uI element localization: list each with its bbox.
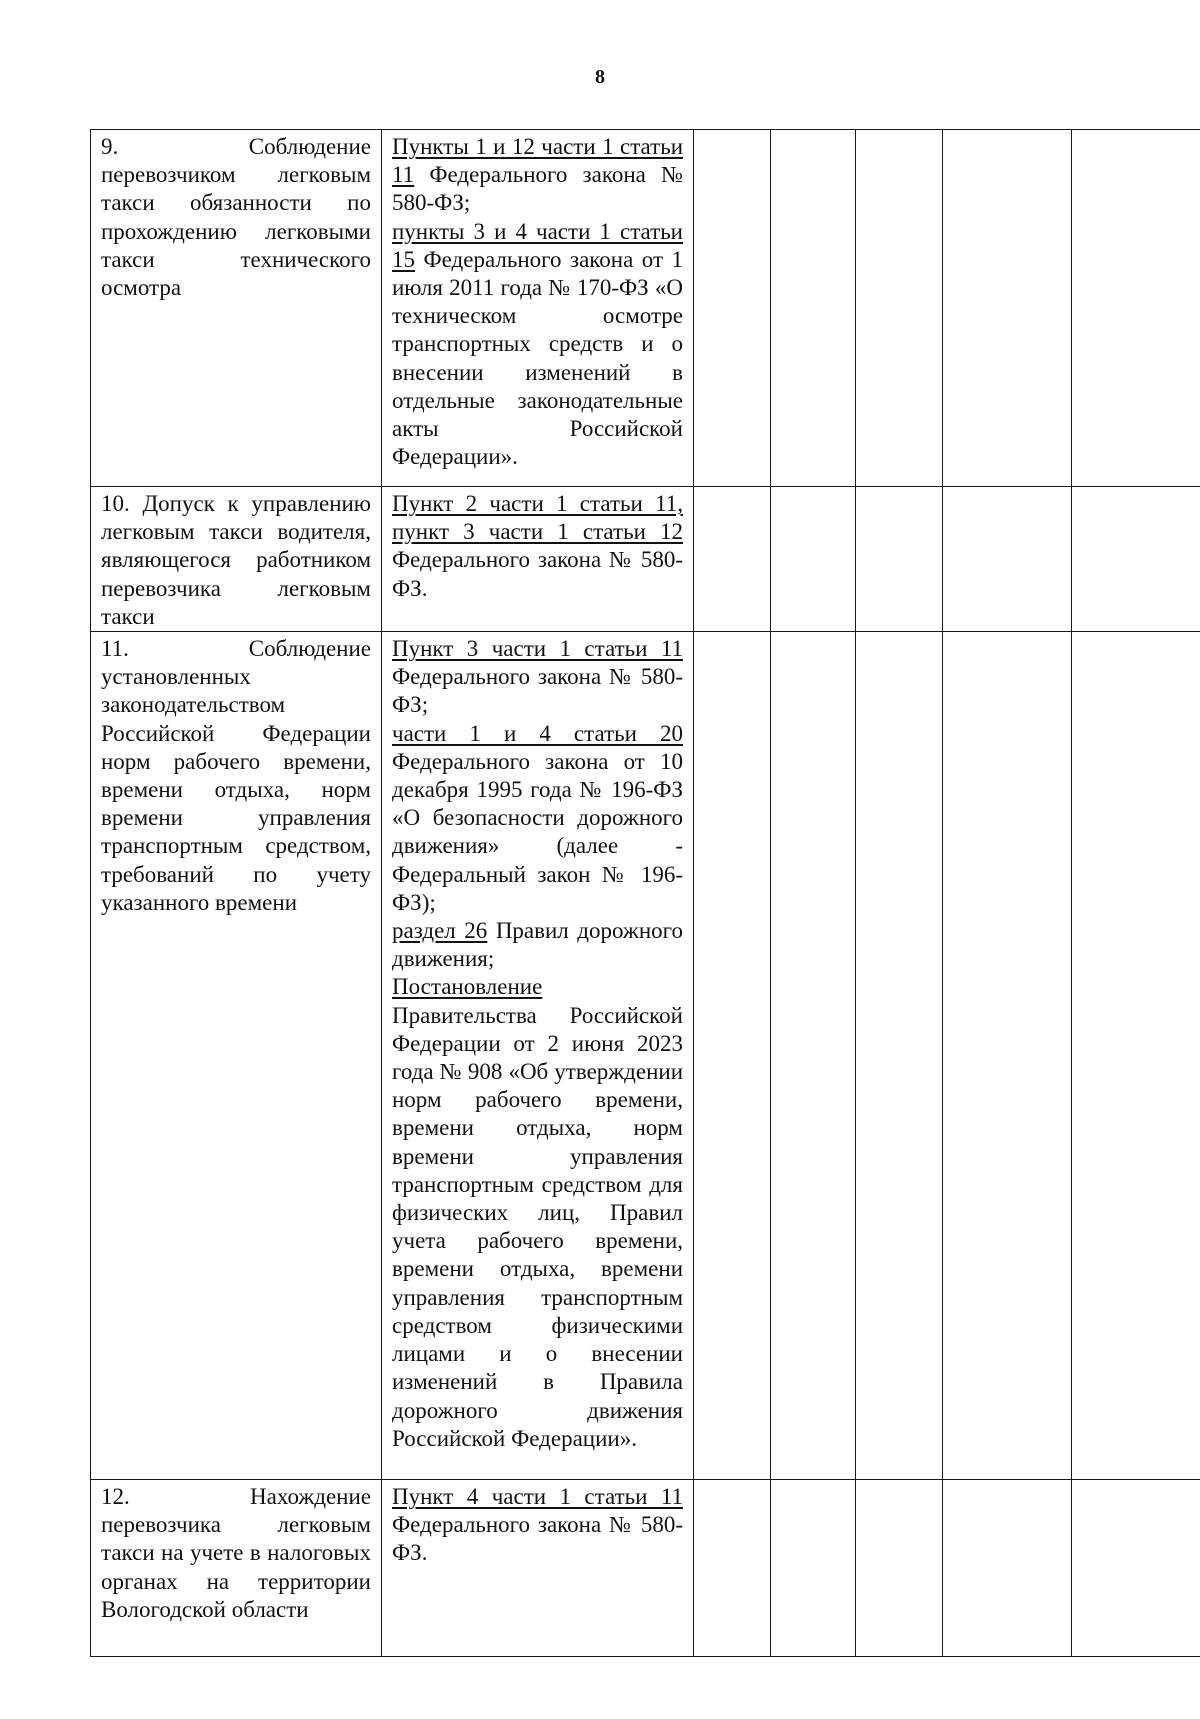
legal-reference-cell [382,130,694,487]
empty-cell [943,130,1072,487]
table-row [91,1480,1200,1657]
empty-cell [943,632,1072,1480]
empty-cell [771,487,856,632]
reference-text: Федерального закона № 580-ФЗ; [392,664,683,718]
empty-cell [856,632,943,1480]
empty-cell [771,130,856,487]
table-row [91,487,1200,632]
empty-cell [943,487,1072,632]
legal-reference-cell [382,632,694,1480]
empty-cell [1072,487,1200,632]
legal-reference-link: раздел 26 [392,918,488,944]
table-row [91,632,1200,1480]
reference-paragraph [392,917,683,973]
reference-paragraph [392,133,683,218]
empty-cell [771,632,856,1480]
legal-reference-link: части 1 и 4 статьи 20 [392,720,683,746]
requirement-cell: 10. Допуск к управлению легковым такси водителя, являющегося работником перевозчика легковым такси [91,487,382,632]
requirements-table [90,129,1200,1657]
legal-reference-cell [382,487,694,632]
legal-reference-link: Пункт 3 части 1 статьи 11 [392,636,683,662]
empty-cell [1072,1480,1200,1657]
legal-reference-link: Постановление [392,974,543,1000]
reference-paragraph [392,490,683,603]
reference-paragraph [392,720,683,917]
empty-cell [1072,130,1200,487]
requirement-cell: 12. Нахождение перевозчика легковым такси на учете в налоговых органах на территории Вологодской области [91,1480,382,1657]
reference-text: Федерального закона № 580-ФЗ. [392,547,683,601]
reference-text: Федерального закона от 10 декабря 1995 года № 196-ФЗ «О безопасности дорожного движения» (далее - Федеральный закон № 196-ФЗ); [392,748,683,915]
reference-paragraph [392,1483,683,1568]
reference-text: Федерального закона от 1 июля 2011 года № 170-ФЗ «О техническом осмотре транспортных средств и о внесении изменений в отдельные законодательные акты Российской Федерации». [392,246,683,470]
reference-text: Правил дорожного движения; [392,918,683,972]
empty-cell [771,1480,856,1657]
legal-reference-link: Пункт 2 части 1 статьи 11, [392,491,683,516]
empty-cell [856,487,943,632]
empty-cell [694,130,771,487]
empty-cell [1072,632,1200,1480]
requirement-cell: 11. Соблюдение установленных законодательством Российской Федерации норм рабочего времени, времени отдыха, норм времени управления транспортным средством, требований по учету указанного времени [91,632,382,1480]
reference-text: Правительства Российской Федерации от 2 июня 2023 года № 908 «Об утверждении норм рабочего времени, времени отдыха, норм времени управления транспортным средством для физических лиц, Правил учета рабочего времени, времени отдыха, времени управления транспортным средством физическими лицами и о внесении изменений в Правила дорожного движения Российской Федерации». [392,1002,683,1451]
legal-reference-link: пункт 3 части 1 статьи 12 [392,519,683,545]
empty-cell [694,1480,771,1657]
reference-text: Федерального закона № 580-ФЗ; [392,162,683,216]
reference-paragraph [392,973,683,1452]
legal-reference-link: Пункт 4 части 1 статьи 11 [392,1484,683,1510]
legal-reference-cell [382,1480,694,1657]
legal-reference-link: пункты 3 и 4 части 1 статьи 15 [392,218,683,272]
reference-paragraph [392,218,683,472]
reference-paragraph [392,635,683,720]
empty-cell [694,487,771,632]
legal-reference-link: Пункты 1 и 12 части 1 статьи 11 [392,134,683,188]
table-row [91,130,1200,487]
empty-cell [694,632,771,1480]
page-number: 8 [595,66,605,88]
requirement-cell: 9. Соблюдение перевозчиком легковым такси обязанности по прохождению легковыми такси технического осмотра [91,130,382,487]
reference-text: Федерального закона № 580-ФЗ. [392,1512,683,1566]
empty-cell [856,1480,943,1657]
empty-cell [943,1480,1072,1657]
empty-cell [856,130,943,487]
